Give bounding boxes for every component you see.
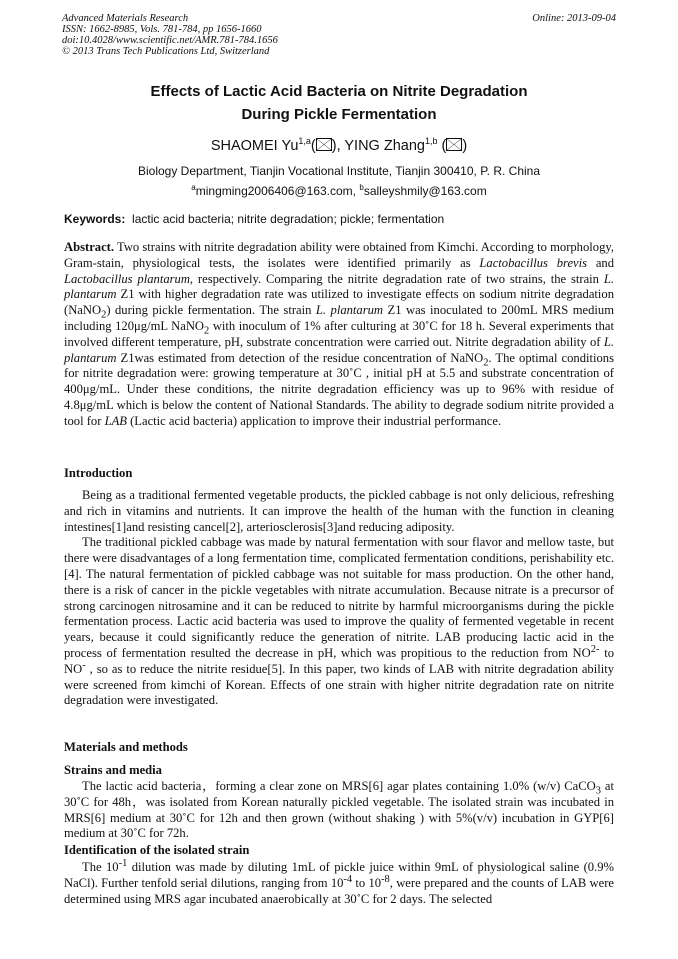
- affiliation: Biology Department, Tianjin Vocational Institute, Tianjin 300410, P. R. China: [137, 164, 541, 178]
- species-name: L. plantarum: [64, 271, 614, 302]
- journal-doi: doi:10.4028/www.scientific.net/AMR.781-784.1656: [62, 35, 278, 46]
- species-name: L. plantarum: [315, 303, 384, 318]
- keywords-text: lactic acid bacteria; nitrite degradation; pickle; fermentation: [132, 212, 445, 226]
- species-name: Lactobacillus brevis: [479, 255, 588, 270]
- intro-text: , so as to reduce the nitrite residue[5]. In this paper, two kinds of LAB with nitrite degradation ability were screened from kimchi of Korean. Effects of one strain with higher nitrite degradation rate on nitrite degradation were investigated.: [64, 661, 614, 708]
- abbreviation: LAB: [104, 413, 127, 428]
- intro-text: The traditional pickled cabbage was made by natural fermentation with sour flavor and mellow taste, but there were disadvantages of a long fermentation time, complicated fermentation conditions, perishability etc.[4]. The natural fermentation of pickled cabbage was not suitable for mass production. On the other hand, there is a risk of cancer in the pickle vegetables with nitrate accumulation. Because nitrate is a precursor of strong carcinogen nitrosamine and it can be reduced to nitrite by harmful microorganisms during the pickle fermentation process. Lactic acid bacteria was used to improve the quality of fermented vegetable in recent years, because it could significantly reduce the generation of nitrite. LAB producing lactic acid in the process of fermentation resulted the decrease in pH, which was propitious to the reduction from NO: [64, 535, 614, 660]
- superscript: 2-: [590, 643, 600, 655]
- abstract-text: , respectively. Comparing the nitrite degradation rate of two strains, the strain: [189, 271, 604, 286]
- abstract-text: and: [587, 255, 615, 270]
- author-list: SHAOMEI Yu$^{1,a}$( ), YING Zhang$^{1,b}$ ( ): [210, 136, 468, 154]
- introduction-body: [64, 488, 614, 709]
- superscript: -8: [381, 873, 390, 885]
- abstract-text: Z1was estimated from detection of the residue concentration of NaNO: [116, 350, 484, 365]
- abstract-text: Z1 was inoculated to 200mL MRS medium including 120μg/mL NaNO: [64, 303, 615, 333]
- author-1-affil: 1,a: [298, 136, 311, 147]
- intro-paragraph-1: Being as a traditional fermented vegetable products, the pickled cabbage is not only delicious, refreshing and rich in vitamins and nutrients. It can improve the health of the human with the function in cleaning intestines[1]and resisting cancel[2], arteriosclerosis[3]and reducing adiposity.: [64, 488, 614, 534]
- subsection-heading-strains: Strains and media: [64, 763, 162, 777]
- online-date: Online: 2013-09-04: [532, 13, 616, 24]
- abstract-label: Abstract.: [64, 240, 115, 254]
- journal-name: Advanced Materials Research: [62, 13, 189, 24]
- strains-body: [64, 779, 614, 842]
- methods-text: to 10: [352, 875, 382, 890]
- abstract-text: Two strains with nitrite degradation ability were obtained from Kimchi. According to morphology, Gram-stain, physiological tests, the isolates were identified primarily as: [64, 240, 614, 270]
- subscript: 3: [595, 785, 601, 797]
- methods-text: , were prepared and the counts of LAB were determined using MRS agar incubated anaerobically at 30˚C for 2 days. The selected: [64, 875, 614, 906]
- identification-paragraph: [64, 857, 614, 907]
- abstract-text: Z1 with higher degradation rate was utilized to investigate effects on sodium nitrite degradation (NaNO: [64, 287, 614, 318]
- superscript: -1: [118, 857, 128, 869]
- intro-text: to NO: [64, 645, 614, 676]
- abstract-text: ) during pickle fermentation. The strain: [106, 303, 316, 318]
- email-b: salleyshmily@163.com: [363, 184, 487, 198]
- subsection-heading-identification: Identification of the isolated strain: [64, 843, 250, 857]
- abstract-text: (Lactic acid bacteria) application to improve their industrial performance.: [126, 413, 502, 428]
- subscript: 2: [101, 309, 107, 321]
- email-a: mingming2006406@163.com,: [195, 184, 360, 198]
- author-2: YING Zhang: [344, 138, 425, 154]
- identification-body: [64, 857, 614, 907]
- methods-text: at 30˚C for 48h，was isolated from Korean naturally pickled vegetable. The isolated strain was incubated in MRS[6] medium at 30˚C for 12h and then grown (without shaking ) with 5%(v/v) incubation in GYP[6] medium at 30˚C for 72h.: [64, 779, 614, 841]
- author-2-affil: 1,b: [424, 136, 438, 147]
- subscript: 2: [483, 357, 489, 369]
- author-1: SHAOMEI Yu: [210, 138, 299, 154]
- abstract-text: . The optimal conditions for nitrite degradation were: growing temperature at 30˚C , initial pH at 5.5 and substrate concentration of 400μg/mL. Under these conditions, the nitrite degradation efficiency was up to 96% with residue of 4.8μg/mL which is below the content of National Standards. The ability to degrade sodium nitrite provided a tool for: [64, 350, 614, 428]
- strains-paragraph: [64, 779, 614, 842]
- species-name: Lactobacillus plantarum: [64, 271, 190, 286]
- journal-copyright: © 2013 Trans Tech Publications Ltd, Switzerland: [62, 46, 270, 57]
- section-heading-methods: Materials and methods: [64, 740, 188, 754]
- mail-icon: [316, 138, 332, 151]
- email-a-marker: a: [191, 183, 196, 192]
- methods-text: The 10: [82, 860, 119, 874]
- mail-icon: [446, 138, 462, 151]
- abstract: [64, 240, 614, 430]
- author-emails: [60, 184, 618, 198]
- title-line-2: During Pickle Fermentation: [241, 106, 437, 123]
- methods-text: The lactic acid bacteria，forming a clear zone on MRS[6] agar plates containing 1.0% (w/v) CaCO: [82, 779, 596, 793]
- methods-text: dilution was made by diluting 1mL of pickle juice within 9mL of physiological saline (0.9% NaCl). Further tenfold serial dilutions, ranging from 10: [64, 860, 614, 890]
- subscript: 2: [204, 325, 210, 337]
- superscript: -4: [343, 873, 353, 885]
- journal-issn: ISSN: 1662-8985, Vols. 781-784, pp 1656-1660: [62, 24, 262, 35]
- journal-header: [62, 13, 618, 57]
- superscript: -: [82, 659, 86, 671]
- title-line-1: Effects of Lactic Acid Bacteria on Nitrite Degradation: [150, 83, 528, 100]
- keywords-label: Keywords:: [64, 212, 126, 226]
- species-name: L. plantarum: [64, 334, 614, 365]
- intro-paragraph-2: [64, 535, 614, 709]
- paper-title: [60, 80, 618, 126]
- abstract-text: with inoculum of 1% after culturing at 30˚C for 18 h. Several experiments that involved different temperature, pH, substrate concentration were carried out. Nitrite degradation ability of: [64, 318, 614, 349]
- keywords: [64, 212, 616, 226]
- email-b-marker: b: [359, 183, 364, 192]
- section-heading-introduction: Introduction: [64, 466, 133, 480]
